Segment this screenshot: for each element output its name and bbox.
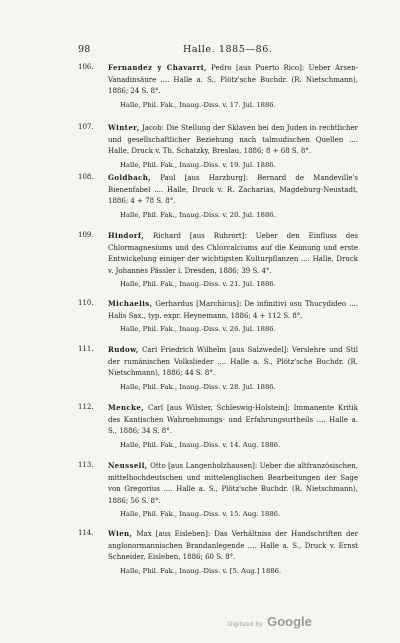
- entry-citation: [108, 344, 358, 380]
- entry-dissertation: Halle, Phil. Fak., Inaug.-Diss. v. [5. Aug.] 1886.: [120, 566, 282, 575]
- entry-text: Gerhardus [Marchicus]: De infinitivi usu Thucydideo .... Halis Sax., typ. expr. Heynemann, 1886; 4 + 112 S. 8°.: [108, 300, 358, 320]
- entry-author: Hindorf,: [108, 231, 145, 240]
- entry-dissertation: Halle, Phil. Fak., Inaug.-Diss. v. 14. Aug. 1886.: [120, 440, 281, 449]
- entry-110: [78, 298, 358, 336]
- entry-text: Max [aus Eisleben]: Das Verhältniss der Handschriften der anglonormannischen Brandanlegende .... Halle a. S., Druck v. Ernst Schneider, Eisleben, 1886; 60 S. 8°.: [108, 530, 358, 561]
- entry-citation: [108, 62, 358, 98]
- entry-text: Otto [aus Langenholzhausen]: Ueber die altfranzösischen, mittelhochdeutschen und mittelenglischen Bearbeitungen der Sage von Gregorius .... Halle a. S., Plötz'sche Buchdr. (R. Nietschmann), 1886; 56 S. 8°.: [108, 462, 358, 505]
- entry-number: 108.: [78, 173, 94, 181]
- page-number: 98: [78, 44, 91, 55]
- entry-dissertation: Halle, Phil. Fak., Inaug.-Diss. v. 28. Jul. 1886.: [120, 382, 276, 391]
- entry-number: 111.: [78, 345, 94, 353]
- entry-108: [78, 172, 358, 221]
- entry-text: Richard [aus Ruhrort]: Ueber den Einfluss des Chlormagnesiums und des Chlorcalciums auf die Keimung und erste Entwickelung einiger der wichtigsten Kulturpflanzen .... Halle, Druck v. Johannes Pässler i. Dresden, 1886; 39 S. 4°.: [108, 232, 358, 275]
- entry-citation: [108, 172, 358, 208]
- entry-author: Neussell,: [108, 461, 148, 470]
- entry-number: 113.: [78, 461, 94, 469]
- entry-number: 114.: [78, 529, 94, 537]
- entry-number: 106.: [78, 63, 94, 71]
- entry-citation: [108, 528, 358, 564]
- entry-author: Winter,: [108, 123, 140, 132]
- entry-author: Rudow,: [108, 345, 139, 354]
- entry-109: [78, 230, 358, 291]
- entry-number: 112.: [78, 403, 94, 411]
- entry-dissertation: Halle, Phil. Fak., Inaug.-Diss. v. 21. Jul. 1886.: [120, 280, 276, 288]
- watermark-prefix: Digitized by: [228, 622, 263, 628]
- entry-dissertation: Halle, Phil. Fak., Inaug.-Diss. v. 19. Jul. 1886.: [120, 160, 276, 169]
- entry-text: Carl Friedrich Wilhelm [aus Salzwedel]: Verslehre und Stil der rumänischen Volkslieder .... Halle a. S., Plötz'sche Buchdr. (R. Nietschmann), 1886; 44 S. 8°.: [108, 346, 358, 377]
- entry-dissertation: Halle, Phil. Fak., Inaug.-Diss. v. 26. Jul. 1886.: [120, 325, 276, 333]
- entry-citation: [108, 460, 358, 507]
- entry-number: 109.: [78, 231, 94, 239]
- entry-citation: [108, 122, 358, 158]
- entry-number: 107.: [78, 123, 94, 131]
- entry-text: Jacob: Die Stellung der Sklaven bei den Juden in rechtlicher und gesellschaftlicher Beziehung nach talmudischen Quellen .... Halle, Druck v. Th. Schatzky, Breslau, 1886; 8 + 68 S. 8°.: [108, 124, 358, 155]
- entry-114: [78, 528, 358, 577]
- entry-dissertation: Halle, Phil. Fak., Inaug.-Diss. v. 20. Jul. 1886.: [120, 210, 276, 219]
- running-title: Halle. 1885—86.: [183, 44, 273, 55]
- entry-text: Pedro [aus Puerto Rico]: Ueber Arsen-Vanadinsäure .... Halle a. S., Plötz'sche Buchdr. (R. Nietschmann), 1886; 24 S. 8°.: [108, 64, 358, 95]
- entry-111: [78, 344, 358, 393]
- entry-author: Wien,: [108, 529, 133, 538]
- entry-112: [78, 402, 358, 451]
- entry-citation: [108, 402, 358, 438]
- entry-citation: [108, 230, 358, 277]
- entry-text: Paul [aus Harzburg]: Bernard de Mandeville's Bienenfabel .... Halle, Druck v. R. Zacharias, Magdeburg-Neustadt, 1886; 4 + 78 S. 8°.: [108, 174, 358, 205]
- entry-author: Mencke,: [108, 403, 145, 412]
- entry-dissertation: Halle, Phil. Fak., Inaug.-Diss. v. 15. Aug. 1886.: [120, 510, 281, 518]
- entry-author: Fernandez y Chavarri,: [108, 63, 207, 72]
- digitized-by-google-watermark: [228, 613, 312, 631]
- entry-107: [78, 122, 358, 171]
- google-logo: Google: [267, 614, 312, 629]
- entry-106: [78, 62, 358, 111]
- entry-113: [78, 460, 358, 521]
- entry-author: Goldbach,: [108, 173, 152, 182]
- entry-citation: [108, 298, 358, 322]
- entry-dissertation: Halle, Phil. Fak., Inaug.-Diss. v. 17. Jul. 1886.: [120, 100, 276, 109]
- entry-author: Michaelis,: [108, 299, 153, 308]
- entry-text: Carl [aus Wilster, Schleswig-Holstein]: Immanente Kritik des Kantischen Wahrnehmungs- und Erfahrungsurtheils .... Halle a. S., 1886; 34 S. 8°.: [108, 404, 358, 435]
- entry-number: 110.: [78, 299, 94, 307]
